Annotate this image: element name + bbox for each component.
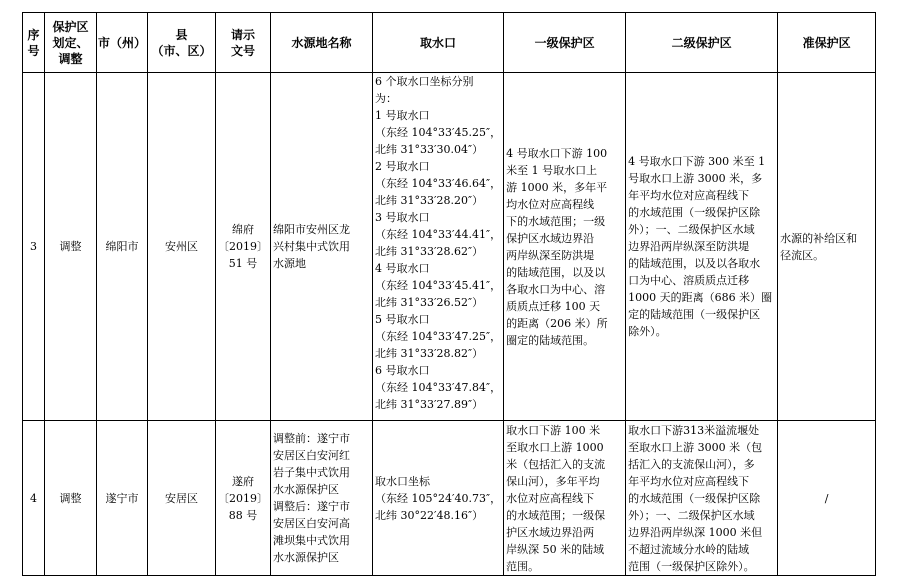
cell-line: 北纬 31°33′28.82″） (375, 347, 484, 360)
cell-county: 安州区 (148, 73, 216, 421)
cell-intake (373, 421, 504, 576)
cell-line: 4 号取水口下游 100 (506, 146, 608, 160)
header-doc-number (216, 13, 271, 73)
cell-city: 遂宁市 (97, 421, 148, 576)
cell-level2 (626, 421, 778, 576)
header-adjust (45, 13, 97, 73)
cell-line: 至取水口上游 3000 米（包 (628, 440, 763, 454)
protection-area-table (22, 12, 876, 576)
cell-line: 两岸纵深至防洪堤 (506, 248, 595, 262)
cell-line: 保护区水域边界沿 (506, 231, 595, 245)
header-county (148, 13, 216, 73)
cell-line: 1000 天的距离（686 米）圈 (628, 291, 773, 304)
cell-line: 游 1000 米，多年平 (506, 180, 608, 194)
cell-line: 请示 (231, 27, 256, 42)
cell-line: 范围（一级保护区除外）。 (628, 559, 755, 573)
header-row (23, 13, 876, 73)
cell-level2 (626, 73, 778, 421)
cell-line: 遂府 (232, 474, 255, 488)
cell-line: 6 个取水口坐标分别 (375, 75, 474, 88)
cell-line: 岸纵深 50 米的陆域 (506, 542, 605, 556)
cell-line: 滩坝集中式饮用 (273, 534, 351, 547)
cell-line: 北纬 31°33′26.52″） (375, 296, 484, 309)
cell-line: 取水口坐标 (375, 474, 431, 488)
cell-quasi (778, 73, 876, 421)
cell-line: 至取水口上游 1000 (506, 440, 604, 454)
cell-line: 年平均水位对应高程线下 (628, 474, 750, 488)
cell-line: 4 号取水口 (375, 262, 430, 275)
cell-line: （东经 104°33′46.64″， (375, 177, 502, 190)
cell-line: （东经 104°33′47.25″， (375, 330, 502, 343)
cell-line: 88 号 (228, 508, 258, 522)
cell-line: 质质点迁移 100 天 (506, 299, 601, 313)
cell-quasi: / (778, 421, 876, 576)
cell-line: 括汇入的支流保山河），多 (628, 457, 755, 471)
cell-line: 径流区。 (780, 248, 825, 262)
cell-line: 1 号取水口 (375, 109, 430, 122)
cell-line: （市、区） (151, 43, 212, 58)
cell-line: 兴村集中式饮用 (273, 240, 351, 253)
cell-line: 安居区白安河高 (273, 517, 351, 530)
cell-level1 (504, 421, 626, 576)
cell-line: 取水口下游313米溢流堰处 (628, 423, 760, 437)
header-seq (23, 13, 45, 73)
cell-line: 市（州） (98, 35, 147, 50)
cell-line: 水水源保护区 (273, 551, 340, 564)
cell-line: 一级保护区 (534, 35, 595, 50)
cell-line: 除外）。 (628, 325, 667, 338)
cell-line: 号取水口上游 3000 米，多 (628, 172, 763, 185)
table-row (23, 421, 876, 576)
cell-line: 水源地 (273, 257, 307, 270)
cell-line: 北纬 31°33′28.20″） (375, 194, 484, 207)
cell-line: （东经 104°33′45.41″， (375, 279, 502, 292)
cell-line: （东经 104°33′44.41″， (375, 228, 502, 241)
cell-line: 2 号取水口 (375, 160, 430, 173)
cell-line: 的距离（206 米）所 (506, 316, 608, 330)
cell-line: 均水位对应高程线 (506, 197, 595, 211)
cell-line: 边界沿两岸纵深 1000 米但 (628, 525, 763, 539)
cell-line: 取水口 (420, 35, 457, 50)
cell-line: 调整前：遂宁市 (273, 432, 351, 445)
cell-line: 取水口下游 100 米 (506, 423, 601, 437)
cell-line: 圈定的陆域范围。 (506, 333, 595, 347)
header-city (97, 13, 148, 73)
cell-adjust: 调整 (45, 73, 97, 421)
cell-line: 各取水口为中心、溶 (506, 282, 606, 296)
cell-line: 的水域范围；一级保 (506, 508, 606, 522)
cell-line: 〔2019〕 (218, 240, 269, 253)
cell-line: 的陆域范围，以及以各取水 (628, 257, 761, 270)
cell-line: 米至 1 号取水口上 (506, 163, 598, 177)
cell-line: 北纬 31°33′30.04″） (375, 143, 484, 156)
cell-line: 定的陆域范围（一级保护区 (628, 308, 761, 321)
cell-line: 准保护区 (802, 35, 851, 50)
header-intake (373, 13, 504, 73)
cell-line: 护区水域边界沿两 (506, 525, 595, 539)
cell-line: 边界沿两岸纵深至防洪堤 (628, 240, 750, 253)
cell-line: 水水源保护区 (273, 483, 340, 496)
cell-line: 号 (27, 43, 40, 58)
cell-line: 为： (375, 92, 398, 105)
cell-county: 安居区 (148, 421, 216, 576)
cell-line: 外）；一、二级保护区水域 (628, 508, 755, 522)
cell-line: 米（包括汇入的支流 (506, 457, 606, 471)
cell-line: 调整 (58, 51, 83, 66)
cell-line: 5 号取水口 (375, 313, 430, 326)
cell-line: 范围。 (506, 559, 540, 573)
cell-line: 保山河），多年平均 (506, 474, 600, 488)
cell-doc-number (216, 73, 271, 421)
cell-line: 北纬 31°33′27.89″） (375, 398, 484, 411)
cell-line: 绵府 (232, 223, 255, 236)
cell-line: 〔2019〕 (218, 491, 269, 505)
cell-seq: 3 (23, 73, 45, 421)
cell-line: 调整后：遂宁市 (273, 500, 351, 513)
cell-line: 的水域范围（一级保护区除 (628, 206, 761, 219)
cell-line: 划定、 (52, 35, 89, 50)
cell-line: 北纬 30°22′48.16″） (375, 508, 484, 522)
cell-line: 下的水域范围；一级 (506, 214, 606, 228)
cell-line: 绵阳市安州区龙 (273, 223, 351, 236)
cell-line: 口为中心、溶质质点迁移 (628, 274, 750, 287)
cell-line: 51 号 (228, 257, 258, 270)
cell-line: 水位对应高程线下 (506, 491, 595, 505)
cell-line: 安居区白安河红 (273, 449, 351, 462)
cell-intake (373, 73, 504, 421)
cell-line: （东经 104°33′45.25″， (375, 126, 502, 139)
header-level1 (504, 13, 626, 73)
header-level2 (626, 13, 778, 73)
cell-line: 的水域范围（一级保护区除 (628, 491, 761, 505)
cell-line: 水源地名称 (291, 35, 352, 50)
cell-line: 县 (175, 27, 188, 42)
header-source-name (271, 13, 373, 73)
cell-doc-number (216, 421, 271, 576)
cell-adjust: 调整 (45, 421, 97, 576)
header-quasi (778, 13, 876, 73)
table-row (23, 73, 876, 421)
cell-line: 水源的补给区和 (780, 231, 858, 245)
cell-level1 (504, 73, 626, 421)
cell-line: 外）；一、二级保护区水域 (628, 223, 755, 236)
cell-line: （东经 105°24′40.73″， (375, 491, 502, 505)
cell-line: 北纬 31°33′28.62″） (375, 245, 484, 258)
cell-line: 二级保护区 (671, 35, 732, 50)
cell-line: 4 号取水口下游 300 米至 1 (628, 155, 766, 168)
cell-line: 年平均水位对应高程线下 (628, 189, 750, 202)
cell-line: 文号 (231, 43, 256, 58)
cell-city: 绵阳市 (97, 73, 148, 421)
cell-line: 3 号取水口 (375, 211, 430, 224)
cell-line: 序 (27, 27, 40, 42)
cell-line: 不超过流域分水岭的陆域 (628, 542, 750, 556)
cell-line: 岩子集中式饮用 (273, 466, 351, 479)
cell-seq: 4 (23, 421, 45, 576)
cell-line: 6 号取水口 (375, 364, 430, 377)
cell-line: 的陆域范围，以及以 (506, 265, 606, 279)
cell-line: （东经 104°33′47.84″， (375, 381, 502, 394)
cell-source-name (271, 421, 373, 576)
cell-line: 保护区 (52, 19, 89, 34)
cell-source-name (271, 73, 373, 421)
